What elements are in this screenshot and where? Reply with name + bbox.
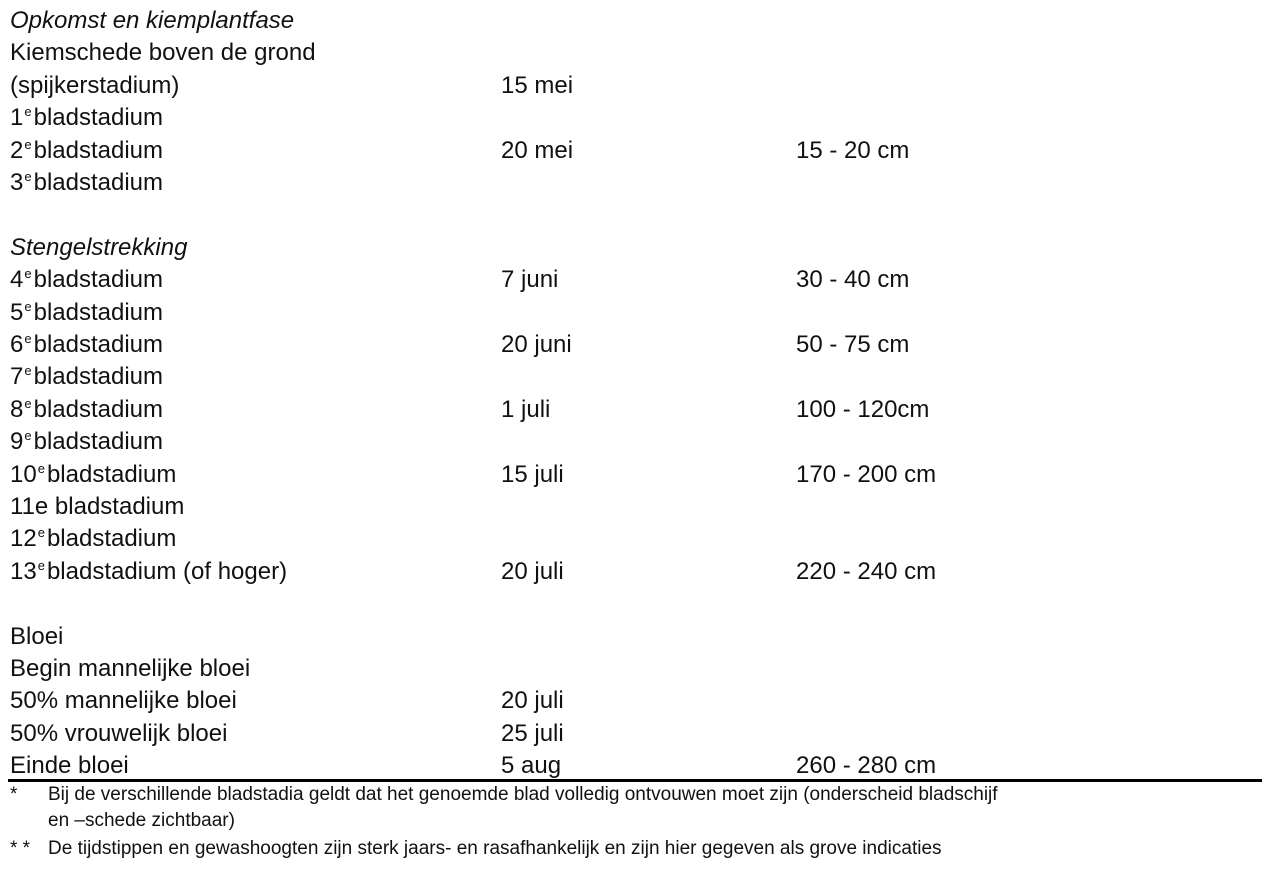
date-cell: 15 juli	[501, 460, 564, 488]
stage-number: 10	[10, 460, 37, 488]
table-row	[10, 361, 1260, 393]
table-row	[10, 167, 1260, 199]
date-cell: 25 juli	[501, 719, 564, 747]
table-row	[10, 199, 1260, 231]
footnote-mark: * *	[10, 838, 31, 859]
stage-label: Bloei	[10, 622, 64, 650]
date-cell: 20 juli	[501, 557, 564, 585]
stage-label: 11e bladstadium	[10, 493, 185, 520]
footnote-text: Bij de verschillende bladstadia geldt dat het genoemde blad volledig ontvouwen moet zijn (onderscheid bladschijf	[48, 784, 998, 805]
ordinal-suffix: e	[24, 331, 32, 346]
table-row	[10, 426, 1260, 458]
ordinal-suffix: e	[37, 557, 45, 573]
stage-label	[10, 361, 163, 396]
table-row	[10, 685, 1260, 717]
date-cell: 7 juni	[501, 266, 559, 294]
stage-label	[10, 135, 163, 170]
ordinal-suffix: e	[37, 525, 45, 541]
stage-label: Kiemschede boven de grond	[10, 39, 316, 67]
table-row	[10, 394, 1260, 426]
stage-label	[10, 459, 176, 494]
stage-label	[10, 297, 163, 332]
stage-text: bladstadium	[46, 460, 177, 488]
footnote-mark: *	[10, 784, 18, 805]
table-row	[10, 37, 1260, 69]
date-cell: 5 aug	[501, 752, 562, 780]
table-row	[10, 135, 1260, 167]
footnote-text: en –schede zichtbaar)	[48, 810, 235, 831]
stage-text: bladstadium	[33, 428, 164, 456]
ordinal-suffix: e	[24, 395, 32, 411]
stage-text: bladstadium	[33, 331, 164, 358]
table-row	[10, 102, 1260, 134]
ordinal-suffix: e	[24, 169, 32, 184]
table-row	[10, 329, 1260, 361]
stage-label: Einde bloei	[10, 752, 129, 780]
stage-label	[10, 394, 163, 429]
stage-label	[10, 426, 163, 461]
ordinal-suffix: e	[24, 363, 32, 379]
stage-label: Begin mannelijke bloei	[10, 655, 251, 682]
date-cell: 20 juni	[501, 331, 572, 358]
table-row	[10, 588, 1260, 620]
table-row	[10, 297, 1260, 329]
ordinal-suffix: e	[24, 298, 32, 314]
stage-number: 13	[10, 557, 37, 585]
table-row	[10, 718, 1260, 750]
height-cell: 50 - 75 cm	[796, 331, 910, 358]
height-cell: 30 - 40 cm	[796, 266, 910, 294]
date-cell: 20 juli	[501, 687, 564, 715]
stage-number: 7	[10, 363, 24, 391]
table-row	[10, 491, 1260, 523]
table-row	[10, 621, 1260, 653]
stage-number: 9	[10, 428, 24, 456]
table-row	[10, 5, 1260, 37]
section-heading: Opkomst en kiemplantfase	[10, 7, 295, 34]
table-row	[10, 232, 1260, 264]
stage-number: 2	[10, 136, 24, 164]
stage-label	[10, 102, 163, 137]
stage-number: 1	[10, 104, 24, 132]
stage-text: bladstadium	[33, 298, 164, 326]
table-row	[10, 750, 1260, 782]
table-row	[10, 653, 1260, 685]
stage-text: bladstadium	[33, 266, 164, 294]
stage-label	[10, 523, 176, 558]
stage-label: 50% mannelijke bloei	[10, 687, 237, 715]
stage-number: 4	[10, 266, 24, 294]
stage-label	[10, 329, 163, 364]
stage-text: bladstadium (of hoger)	[46, 557, 288, 585]
stage-label: (spijkerstadium)	[10, 71, 180, 99]
stage-label	[10, 264, 163, 299]
table-row	[10, 459, 1260, 491]
stage-text: bladstadium	[33, 395, 164, 423]
ordinal-suffix: e	[24, 136, 32, 152]
stage-text: bladstadium	[33, 363, 164, 391]
stage-number: 6	[10, 331, 24, 358]
date-cell: 20 mei	[501, 136, 574, 164]
height-cell: 15 - 20 cm	[796, 136, 910, 164]
ordinal-suffix: e	[24, 266, 32, 282]
stage-number: 3	[10, 169, 24, 196]
height-cell: 100 - 120cm	[796, 395, 930, 423]
stage-text: bladstadium	[33, 136, 164, 164]
height-cell: 260 - 280 cm	[796, 752, 937, 780]
table-row	[10, 556, 1260, 588]
ordinal-suffix: e	[24, 428, 32, 444]
stage-label: 50% vrouwelijk bloei	[10, 719, 228, 747]
stage-label	[10, 556, 287, 591]
stage-label	[10, 167, 163, 202]
ordinal-suffix: e	[37, 460, 45, 476]
stage-text: bladstadium	[33, 104, 164, 132]
stage-number: 12	[10, 525, 37, 553]
height-cell: 170 - 200 cm	[796, 460, 937, 488]
date-cell: 15 mei	[501, 71, 574, 99]
table-row	[10, 70, 1260, 102]
date-cell: 1 juli	[501, 395, 551, 423]
footnote-text: De tijdstippen en gewashoogten zijn sterk jaars- en rasafhankelijk en zijn hier gegeven als grove indicaties	[48, 838, 942, 859]
table-row	[10, 523, 1260, 555]
stage-number: 8	[10, 395, 24, 423]
stage-text: bladstadium	[46, 525, 177, 553]
table-row	[10, 264, 1260, 296]
height-cell: 220 - 240 cm	[796, 557, 937, 585]
section-heading: Stengelstrekking	[10, 233, 188, 261]
stage-text: bladstadium	[33, 169, 164, 196]
ordinal-suffix: e	[24, 104, 32, 120]
stage-number: 5	[10, 298, 24, 326]
